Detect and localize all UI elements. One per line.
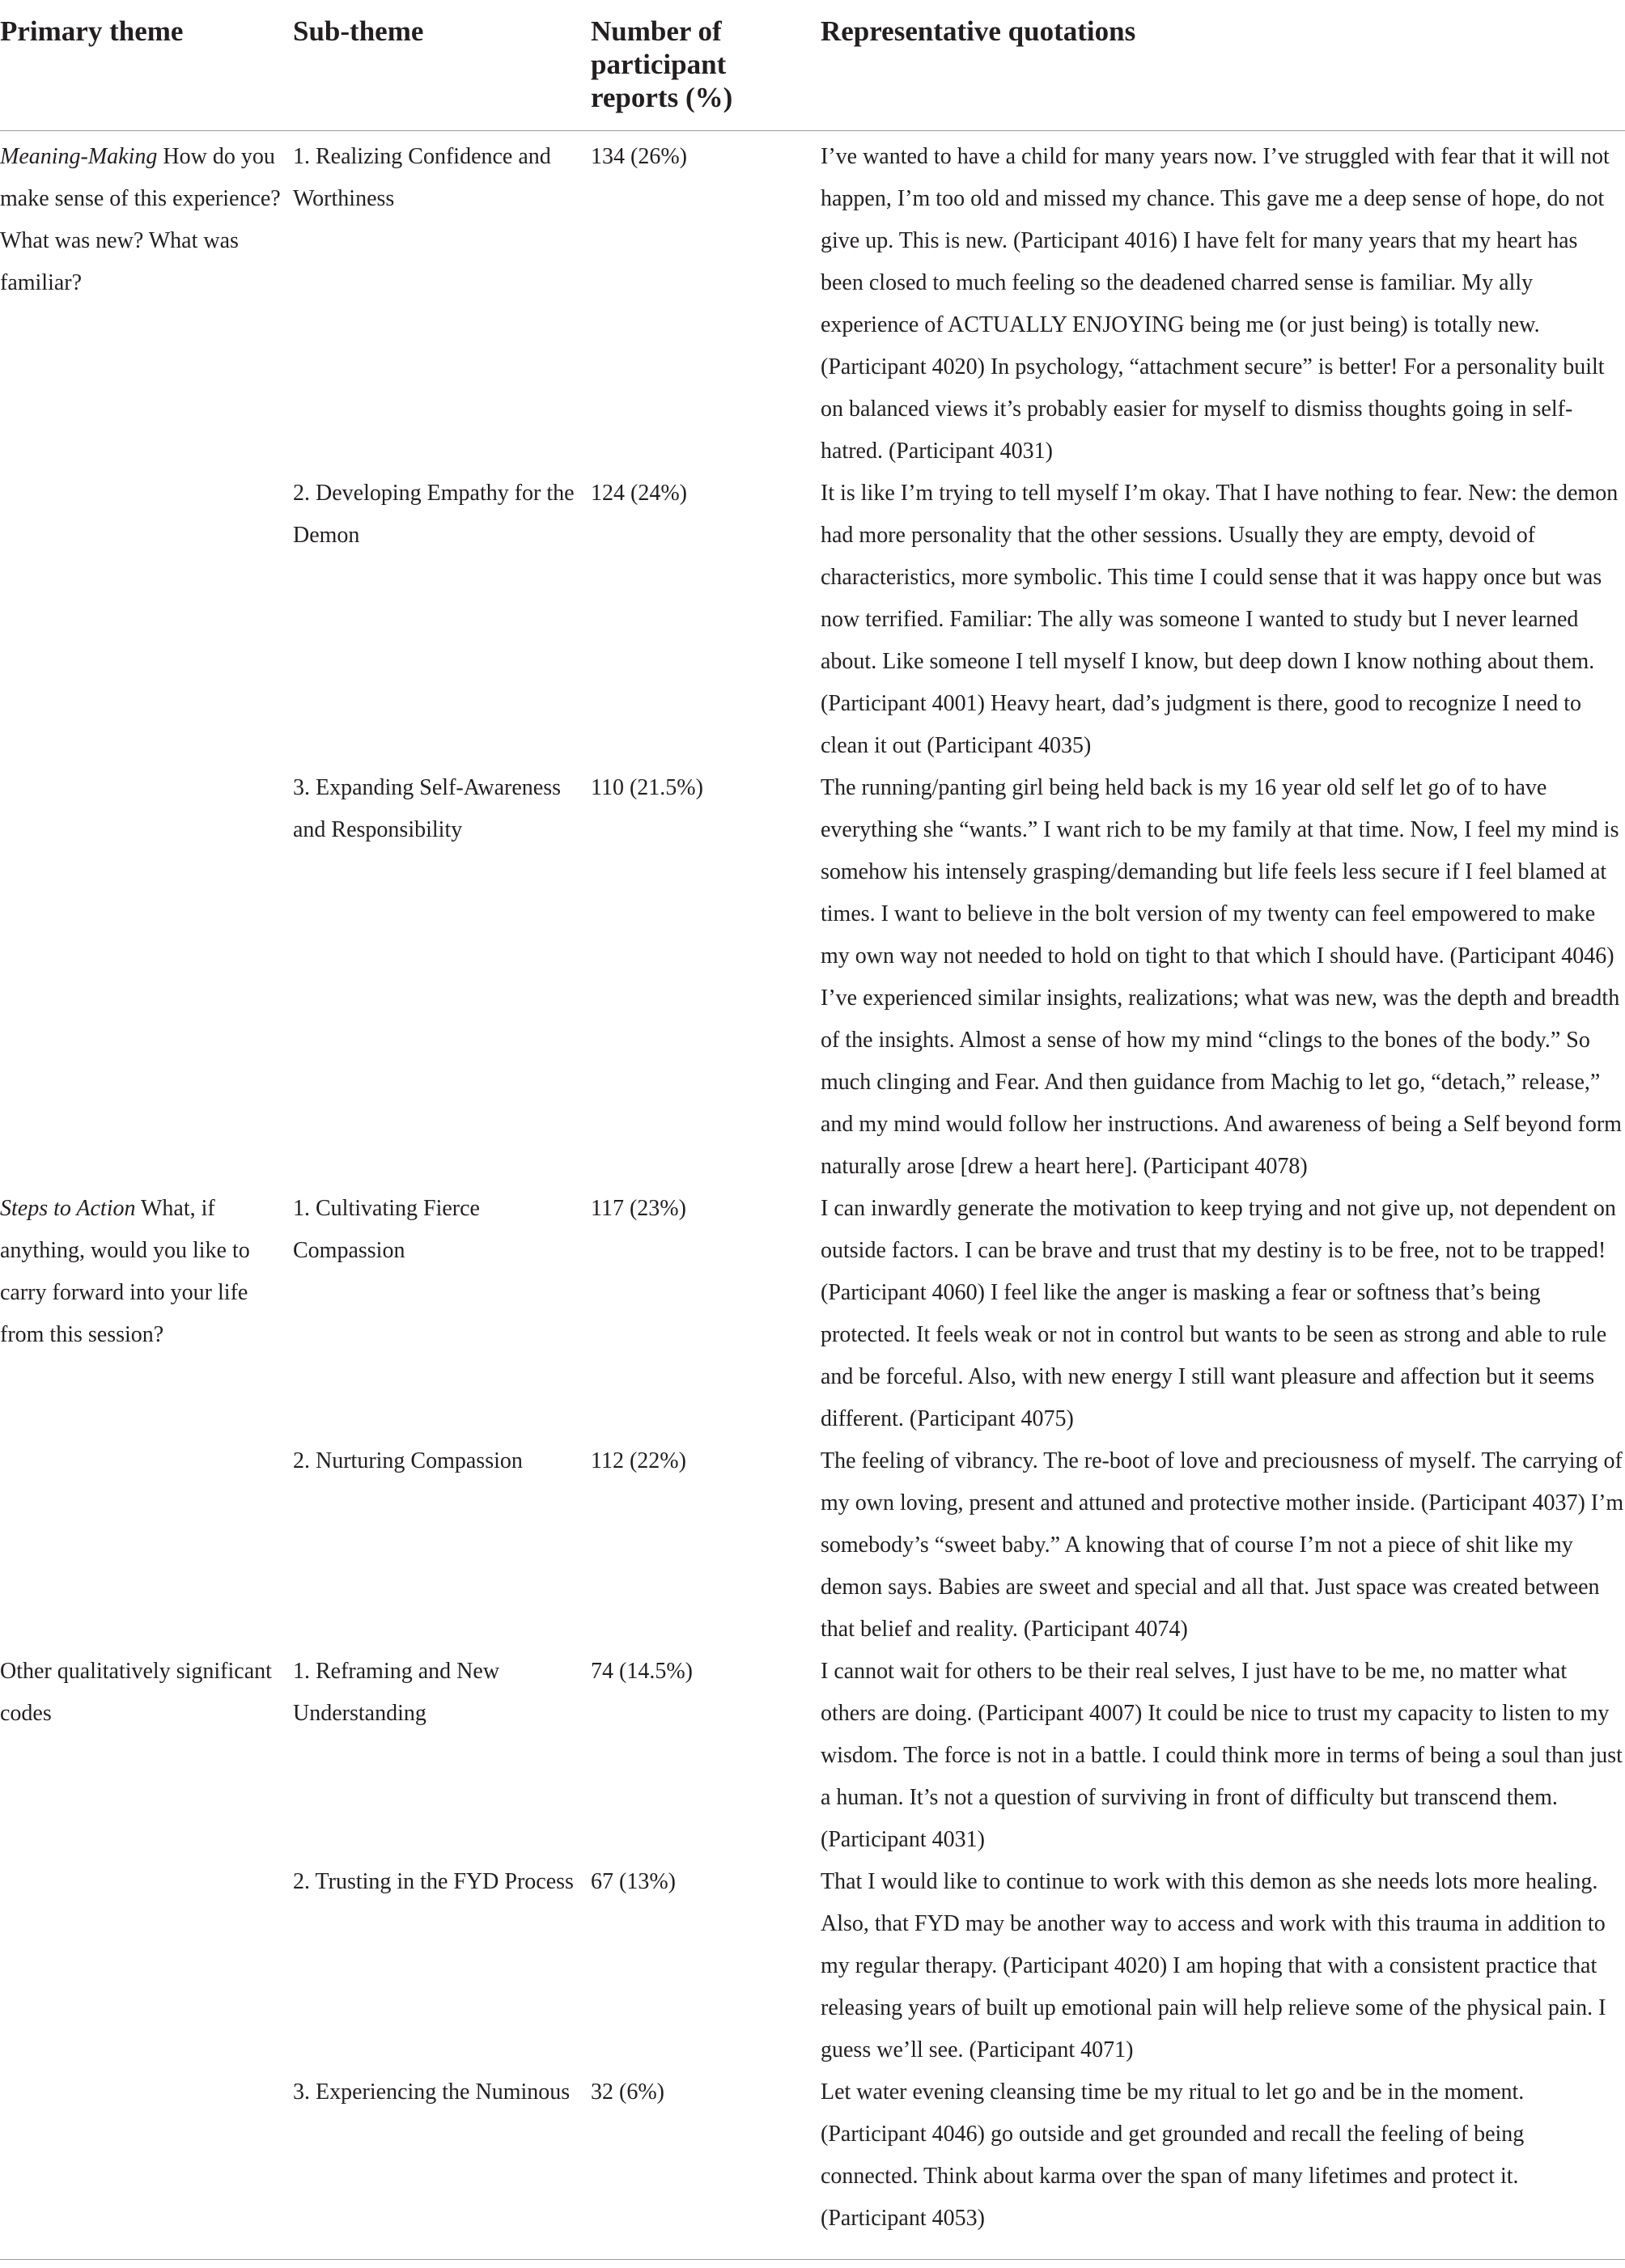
count-cell: 117 (23%) [591, 1196, 686, 1221]
quotation-cell: The running/panting girl being held back is my 16 year old self let go of to have everything she “wants.” I want rich to be my family at that time. Now, I feel my mind is somehow his intensely grasping/demanding but life feels less secure if I feel blamed at times. I want to believe in the bolt version of my twenty can feel empowered to make my own way not needed to hold on tight to that which I should have. (Participant 4046) I’ve experienced similar insights, realizations; what was new, was the depth and breadth of the insights. Almost a sense of how my mind “clings to the bones of the body.” So much clinging and Fear. And then guidance from Machig to let go, “detach,” release,” and my mind would follow her instructions. And awareness of being a Self beyond form naturally arose [drew a heart here]. (Participant 4078) [821, 775, 1622, 1179]
primary-theme-cell [0, 1861, 293, 2071]
header-sub-theme: Sub-theme [293, 0, 591, 131]
table-row [0, 2071, 1625, 2260]
header-quotations: Representative quotations [821, 0, 1625, 131]
header-row [0, 0, 1625, 131]
count-cell: 112 (22%) [591, 1448, 686, 1473]
primary-theme-cell [0, 1188, 293, 1440]
sub-theme-cell: 1. Cultivating Fierce Compassion [293, 1196, 480, 1263]
sub-theme-cell: 2. Trusting in the FYD Process [293, 1869, 574, 1894]
quotation-cell: I cannot wait for others to be their real selves, I just have to be me, no matter what others are doing. (Participant 4007) It could be nice to trust my capacity to listen to my wisdom. The force is not in a battle. I could think more in terms of being a soul than just a human. It’s not a question of surviving in front of difficulty but transcend them. (Participant 4031) [821, 1659, 1623, 1852]
table-row [0, 131, 1625, 473]
table-row [0, 1440, 1625, 1651]
table-row [0, 473, 1625, 767]
header-primary-theme: Primary theme [0, 0, 293, 131]
table-row [0, 1651, 1625, 1861]
table-row [0, 767, 1625, 1188]
sub-theme-cell: 3. Expanding Self-Awareness and Responsibility [293, 775, 562, 842]
primary-theme-cell [0, 1440, 293, 1651]
sub-theme-cell: 3. Experiencing the Numinous [293, 2071, 591, 2260]
sub-theme-cell: 2. Developing Empathy for the Demon [293, 481, 575, 548]
sub-theme-cell: 1. Reframing and New Understanding [293, 1659, 500, 1726]
primary-theme-cell [0, 767, 293, 1188]
theme-title: Steps to Action [0, 1196, 136, 1221]
count-cell: 67 (13%) [591, 1869, 676, 1894]
table-row [0, 1188, 1625, 1440]
count-cell: 32 (6%) [591, 2071, 821, 2260]
theme-title: Meaning-Making [0, 144, 158, 169]
quotation-cell: I can inwardly generate the motivation to keep trying and not give up, not dependent on outside factors. I can be brave and trust that my destiny is to be free, not to be trapped! (Participant 4060) I feel like the anger is masking a fear or softness that’s being protected. It feels weak or not in control but wants to be seen as strong and able to rule and be forceful. Also, with new energy I still want pleasure and affection but it seems different. (Participant 4075) [821, 1196, 1616, 1431]
count-cell: 134 (26%) [591, 144, 687, 169]
quotation-cell: Let water evening cleansing time be my ritual to let go and be in the moment. (Participant 4046) go outside and get grounded and recall the feeling of being connected. Think about karma over the span of many lifetimes and protect it. (Participant 4053) [821, 2071, 1625, 2260]
sub-theme-cell: 1. Realizing Confidence and Worthiness [293, 144, 551, 211]
primary-theme-cell [0, 1651, 293, 1861]
sub-theme-cell: 2. Nurturing Compassion [293, 1448, 523, 1473]
quotation-cell: It is like I’m trying to tell myself I’m okay. That I have nothing to fear. New: the demon had more personality that the other sessions. Usually they are empty, devoid of characteristics, more symbolic. This time I could sense that it was happy once but was now terrified. Familiar: The ally was someone I wanted to study but I never learned about. Like someone I tell myself I know, but deep down I know nothing about them. (Participant 4001) Heavy heart, dad’s judgment is there, good to recognize I need to clean it out (Participant 4035) [821, 481, 1619, 758]
quotation-cell: The feeling of vibrancy. The re-boot of love and preciousness of myself. The carrying of my own loving, present and attuned and protective mother inside. (Participant 4037) I’m somebody’s “sweet baby.” A knowing that of course I’m not a piece of shit like my demon says. Babies are sweet and special and all that. Just space was created between that belief and reality. (Participant 4074) [821, 1448, 1624, 1642]
quotation-cell: That I would like to continue to work with this demon as she needs lots more healing. Also, that FYD may be another way to access and work with this trauma in addition to my regular therapy. (Participant 4020) I am hoping that with a consistent practice that releasing years of built up emotional pain will help relieve some of the physical pain. I guess we’ll see. (Participant 4071) [821, 1869, 1606, 2062]
table-row [0, 1861, 1625, 2071]
primary-theme-cell [0, 473, 293, 767]
quotation-cell: I’ve wanted to have a child for many years now. I’ve struggled with fear that it will not happen, I’m too old and missed my chance. This gave me a deep sense of hope, do not give up. This is new. (Participant 4016) I have felt for many years that my heart has been closed to much feeling so the deadened charred sense is familiar. My ally experience of ACTUALLY ENJOYING being me (or just being) is totally new. (Participant 4020) In psychology, “attachment secure” is better! For a personality built on balanced views it’s probably easier for myself to dismiss thoughts going in self-hatred. (Participant 4031) [821, 144, 1610, 464]
theme-question: Other qualitatively significant codes [0, 1659, 272, 1726]
theme-question: What, if anything, would you like to carry forward into your life from this session? [0, 1196, 250, 1347]
count-cell: 74 (14.5%) [591, 1659, 693, 1684]
header-count: Number of participant reports (%) [591, 0, 821, 131]
primary-theme-cell [0, 131, 293, 473]
count-cell: 110 (21.5%) [591, 775, 703, 800]
primary-theme-cell [0, 2071, 293, 2260]
theme-question: How do you make sense of this experience? What was new? What was familiar? [0, 144, 281, 295]
count-cell: 124 (24%) [591, 481, 687, 506]
